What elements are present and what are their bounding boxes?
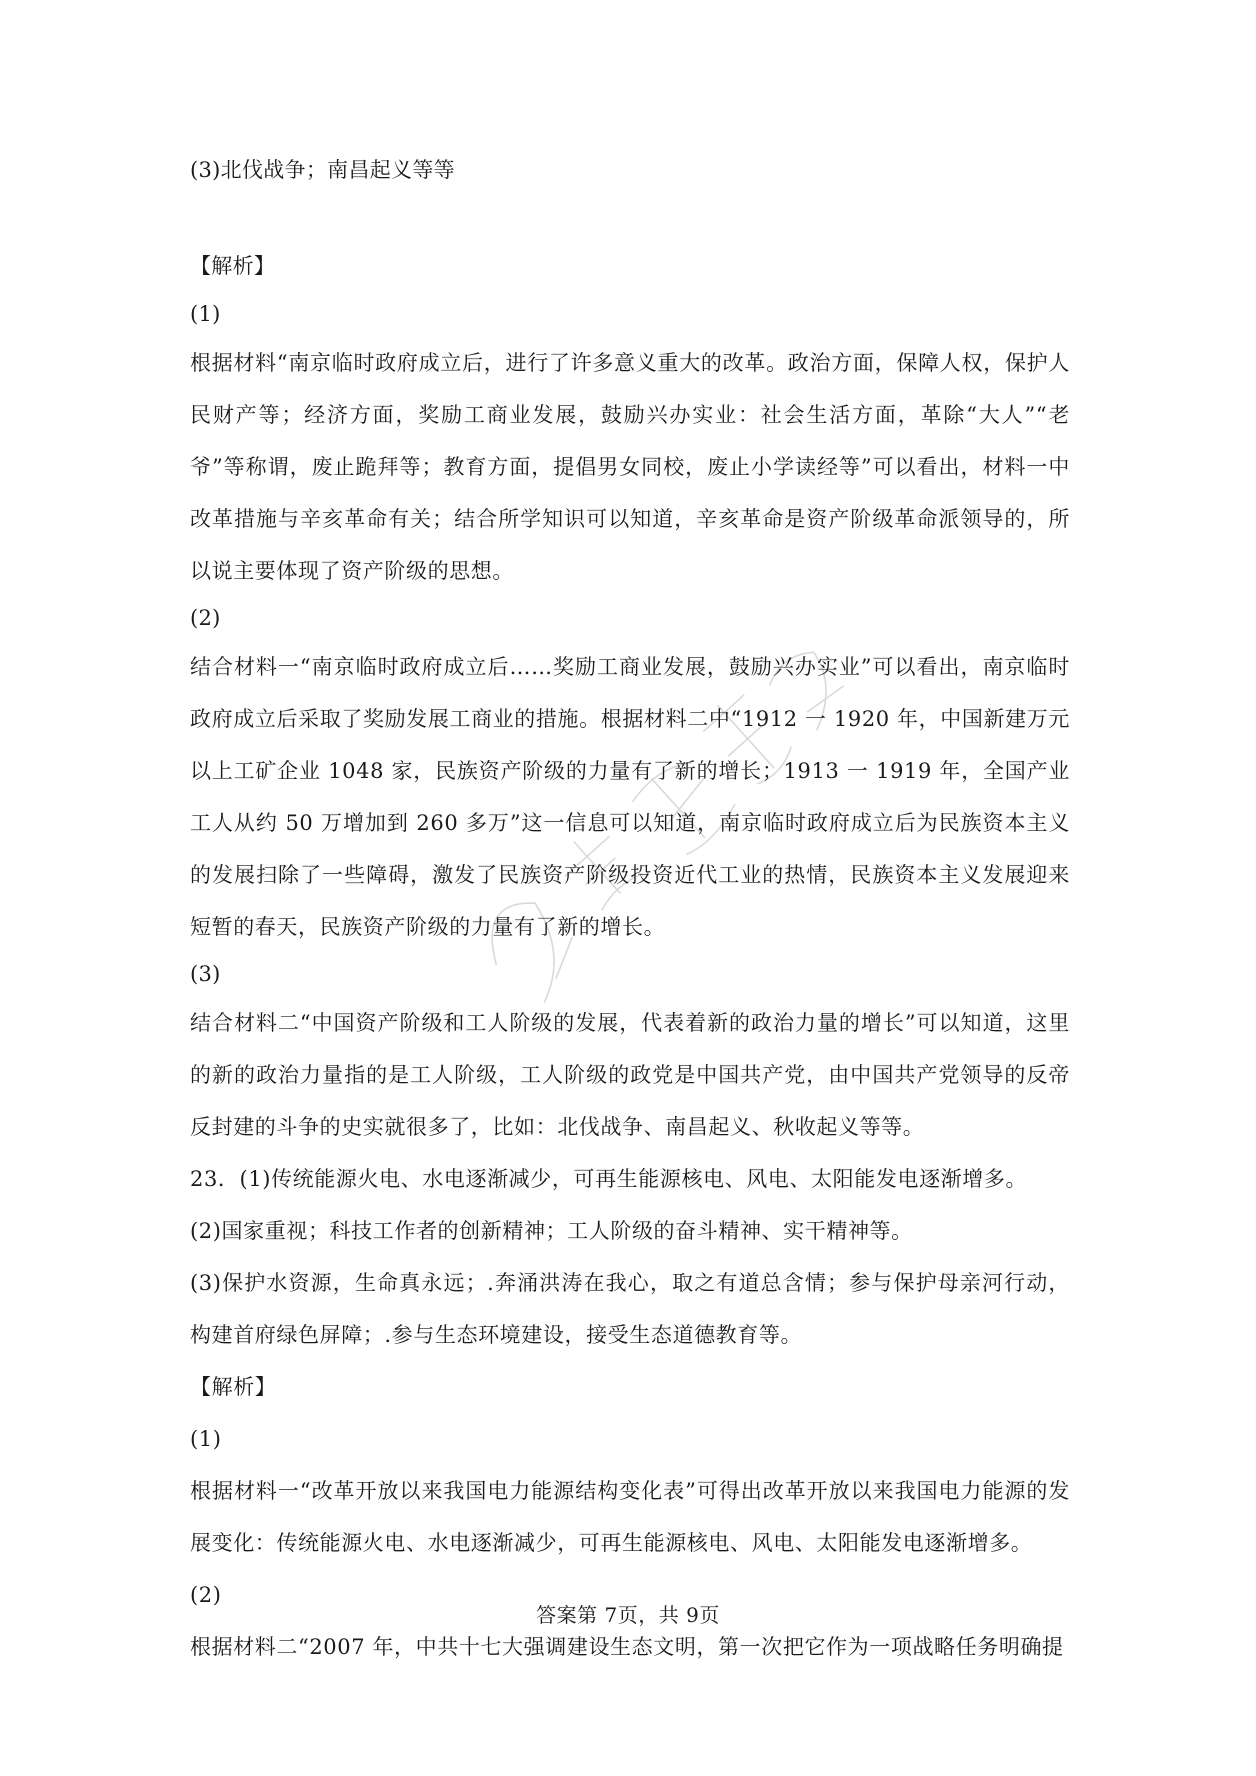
answer-line-22-3: (3)北伐战争；南昌起义等等: [190, 158, 455, 182]
answer-content: [190, 155, 1070, 1673]
answer-23-1: 23．(1)传统能源火电、水电逐渐减少，可再生能源核电、风电、太阳能发电逐渐增多。: [190, 1167, 1028, 1191]
analysis-sub-3: (3): [190, 962, 221, 986]
analysis-heading: 【解析】: [190, 254, 276, 278]
analysis-sub-2: (2): [190, 606, 221, 630]
analysis-sub-1: (1): [190, 302, 221, 326]
analysis-heading-2: 【解析】: [190, 1375, 277, 1399]
analysis-paragraph-1: 根据材料“南京临时政府成立后，进行了许多意义重大的改革。政治方面，保障人权，保护人民财产等；经济方面，奖励工商业发展，鼓励兴办实业：社会生活方面，革除“大人”“老爷”等称谓，废止跪拜等；教育方面，提倡男女同校，废止小学读经等”可以看出，材料一中改革措施与辛亥革命有关；结合所学知识可以知道，辛亥革命是资产阶级革命派领导的，所以说主要体现了资产阶级的思想。: [190, 351, 1070, 583]
analysis-paragraph-2: 结合材料一“南京临时政府成立后……奖励工商业发展，鼓励兴办实业”可以看出，南京临时政府成立后采取了奖励发展工商业的措施。根据材料二中“1912 一 1920 年，中国新建万元以上工矿企业 1048 家，民族资产阶级的力量有了新的增长；1913 一 1919 年，全国产业工人从约 50 万增加到 260 多万”这一信息可以知道，南京临时政府成立后为民族资本主义的发展扫除了一些障碍，激发了民族资产阶级投资近代工业的热情，民族资本主义发展迎来短暂的春天，民族资产阶级的力量有了新的增长。: [190, 655, 1070, 939]
analysis2-sub-2: (2): [190, 1583, 222, 1607]
page-footer: 答案第 7页，共 9页: [536, 1603, 720, 1627]
analysis2-sub-1: (1): [190, 1427, 222, 1451]
analysis2-paragraph-1: 根据材料一“改革开放以来我国电力能源结构变化表”可得出改革开放以来我国电力能源的发展变化：传统能源火电、水电逐渐减少，可再生能源核电、风电、太阳能发电逐渐增多。: [190, 1479, 1070, 1555]
analysis2-paragraph-2: 根据材料二“2007 年，中共十七大强调建设生态文明，第一次把它作为一项战略任务明确提: [190, 1635, 1064, 1659]
analysis-paragraph-3: 结合材料二“中国资产阶级和工人阶级的发展，代表着新的政治力量的增长”可以知道，这里的新的政治力量指的是工人阶级，工人阶级的政党是中国共产党，由中国共产党领导的反帝反封建的斗争的史实就很多了，比如：北伐战争、南昌起义、秋收起义等等。: [190, 1011, 1070, 1139]
answer-23-2: (2)国家重视；科技工作者的创新精神；工人阶级的奋斗精神、实干精神等。: [190, 1219, 913, 1243]
answer-23-3: (3)保护水资源，生命真永远；.奔涌洪涛在我心，取之有道总含情；参与保护母亲河行动，构建首府绿色屏障；.参与生态环境建设，接受生态道德教育等。: [190, 1271, 1070, 1347]
